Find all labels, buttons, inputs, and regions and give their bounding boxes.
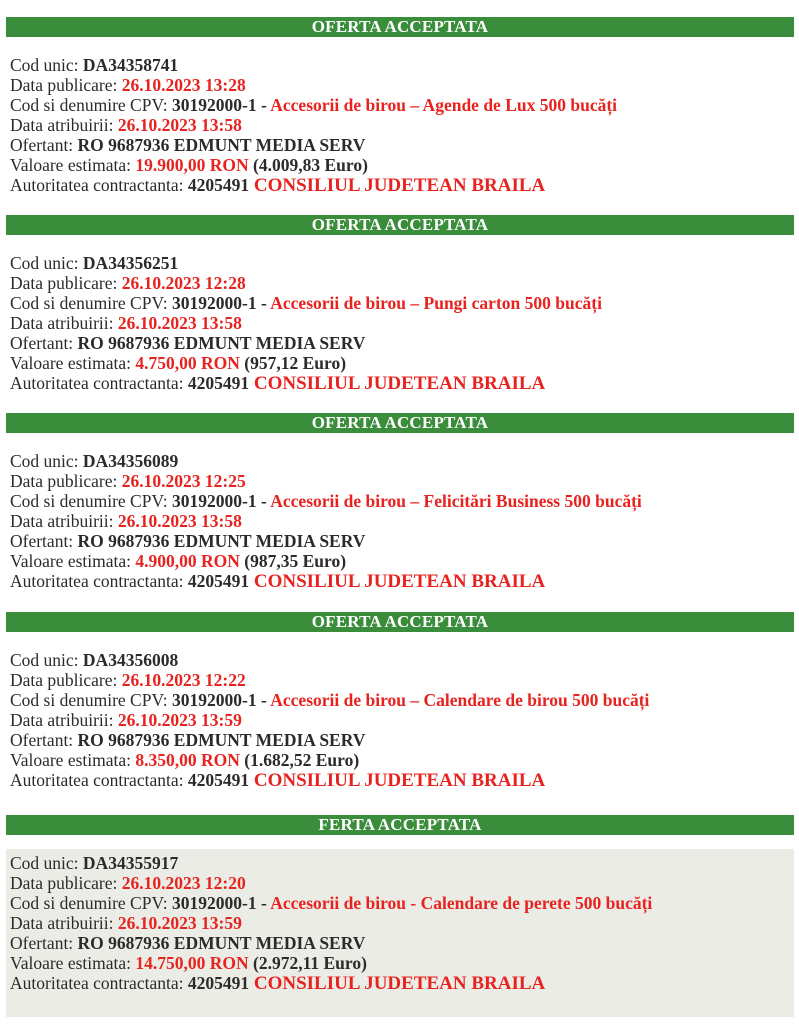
offer-header: OFERTA ACCEPTATA: [6, 17, 794, 37]
cpv-label: Cod si denumire CPV:: [10, 893, 173, 913]
cpv-line: [10, 690, 649, 710]
data-publicare-line: [10, 670, 246, 690]
autoritate-label: Autoritatea contractanta:: [10, 571, 188, 591]
autoritate-code: 4205491: [187, 770, 250, 790]
cpv-code: 30192000-1: [172, 95, 257, 115]
data-publicare-label: Data publicare:: [10, 471, 122, 491]
autoritate-line: [10, 973, 545, 994]
valoare-ron: 4.750,00 RON: [135, 353, 240, 373]
data-publicare-value: 26.10.2023 12:20: [121, 873, 246, 893]
ofertant-label: Ofertant:: [10, 933, 78, 953]
ofertant-line: [10, 933, 365, 953]
ofertant-label: Ofertant:: [10, 531, 78, 551]
ofertant-line: [10, 730, 365, 750]
valoare-line: [10, 953, 367, 973]
offer-block: [6, 37, 794, 215]
valoare-ron: 8.350,00 RON: [135, 750, 240, 770]
data-atribuirii-value: 26.10.2023 13:59: [117, 710, 242, 730]
cpv-line: [10, 491, 642, 511]
data-publicare-label: Data publicare:: [10, 75, 122, 95]
data-atribuirii-line: [10, 913, 242, 933]
valoare-euro: (957,12 Euro): [239, 353, 347, 373]
data-atribuirii-label: Data atribuirii:: [10, 511, 118, 531]
autoritate-label: Autoritatea contractanta:: [10, 973, 188, 993]
autoritate-line: [10, 770, 545, 791]
data-publicare-value: 26.10.2023 12:28: [121, 273, 246, 293]
valoare-euro: (4.009,83 Euro): [248, 155, 368, 175]
cod-unic-line: [10, 253, 178, 273]
data-atribuirii-line: [10, 313, 242, 333]
offer-header: FERTA ACCEPTATA: [6, 815, 794, 835]
data-publicare-line: [10, 75, 246, 95]
cpv-separator: -: [256, 690, 271, 710]
cod-unic-label: Cod unic:: [10, 650, 83, 670]
cod-unic-label: Cod unic:: [10, 253, 83, 273]
cpv-line: [10, 893, 652, 913]
cod-unic-value: DA34356089: [82, 451, 179, 471]
ofertant-value: RO 9687936 EDMUNT MEDIA SERV: [77, 933, 366, 953]
autoritate-code: 4205491: [187, 175, 250, 195]
cod-unic-label: Cod unic:: [10, 853, 83, 873]
data-publicare-value: 26.10.2023 12:22: [121, 670, 246, 690]
cod-unic-value: DA34356251: [82, 253, 179, 273]
cpv-name: Accesorii de birou – Pungi carton 500 bucăți: [270, 293, 602, 313]
ofertant-label: Ofertant:: [10, 135, 78, 155]
cod-unic-line: [10, 55, 178, 75]
cod-unic-value: DA34356008: [82, 650, 179, 670]
autoritate-label: Autoritatea contractanta:: [10, 175, 188, 195]
valoare-euro: (2.972,11 Euro): [248, 953, 367, 973]
cpv-label: Cod si denumire CPV:: [10, 690, 173, 710]
cod-unic-line: [10, 650, 178, 670]
data-publicare-label: Data publicare:: [10, 273, 122, 293]
valoare-line: [10, 155, 368, 175]
data-atribuirii-value: 26.10.2023 13:58: [117, 511, 242, 531]
cpv-separator: -: [256, 95, 271, 115]
offer-block: [6, 849, 794, 1017]
ofertant-value: RO 9687936 EDMUNT MEDIA SERV: [77, 135, 366, 155]
data-atribuirii-line: [10, 511, 242, 531]
valoare-ron: 19.900,00 RON: [135, 155, 249, 175]
autoritate-name: CONSILIUL JUDETEAN BRAILA: [249, 373, 546, 394]
autoritate-line: [10, 175, 545, 196]
cpv-line: [10, 95, 617, 115]
valoare-line: [10, 551, 346, 571]
autoritate-code: 4205491: [187, 973, 250, 993]
ofertant-value: RO 9687936 EDMUNT MEDIA SERV: [77, 333, 366, 353]
cod-unic-label: Cod unic:: [10, 55, 83, 75]
ofertant-label: Ofertant:: [10, 730, 78, 750]
cpv-name: Accesorii de birou – Agende de Lux 500 bucăți: [270, 95, 618, 115]
cod-unic-value: DA34358741: [82, 55, 179, 75]
autoritate-line: [10, 373, 545, 394]
autoritate-label: Autoritatea contractanta:: [10, 373, 188, 393]
autoritate-name: CONSILIUL JUDETEAN BRAILA: [249, 571, 546, 592]
cpv-name: Accesorii de birou – Calendare de birou 500 bucăți: [270, 690, 650, 710]
data-publicare-value: 26.10.2023 12:25: [121, 471, 246, 491]
data-atribuirii-line: [10, 710, 242, 730]
cpv-label: Cod si denumire CPV:: [10, 95, 173, 115]
cpv-code: 30192000-1: [172, 491, 257, 511]
data-publicare-line: [10, 471, 246, 491]
ofertant-line: [10, 333, 365, 353]
ofertant-value: RO 9687936 EDMUNT MEDIA SERV: [77, 730, 366, 750]
data-publicare-line: [10, 273, 246, 293]
cpv-code: 30192000-1: [172, 893, 257, 913]
autoritate-name: CONSILIUL JUDETEAN BRAILA: [249, 973, 546, 994]
cpv-name: Accesorii de birou - Calendare de perete 500 bucăți: [270, 893, 653, 913]
autoritate-name: CONSILIUL JUDETEAN BRAILA: [249, 770, 546, 791]
ofertant-label: Ofertant:: [10, 333, 78, 353]
data-atribuirii-label: Data atribuirii:: [10, 115, 118, 135]
valoare-euro: (1.682,52 Euro): [239, 750, 360, 770]
valoare-line: [10, 750, 359, 770]
cod-unic-label: Cod unic:: [10, 451, 83, 471]
offer-header: OFERTA ACCEPTATA: [6, 413, 794, 433]
ofertant-line: [10, 531, 365, 551]
cpv-code: 30192000-1: [172, 293, 257, 313]
data-atribuirii-label: Data atribuirii:: [10, 913, 118, 933]
autoritate-code: 4205491: [187, 571, 250, 591]
autoritate-name: CONSILIUL JUDETEAN BRAILA: [249, 175, 546, 196]
data-atribuirii-value: 26.10.2023 13:58: [117, 115, 242, 135]
valoare-label: Valoare estimata:: [10, 953, 136, 973]
cod-unic-line: [10, 451, 178, 471]
data-publicare-line: [10, 873, 246, 893]
cpv-code: 30192000-1: [172, 690, 257, 710]
cpv-separator: -: [256, 293, 271, 313]
data-publicare-value: 26.10.2023 13:28: [121, 75, 246, 95]
cpv-name: Accesorii de birou – Felicitări Business 500 bucăți: [270, 491, 642, 511]
autoritate-label: Autoritatea contractanta:: [10, 770, 188, 790]
cpv-separator: -: [256, 491, 271, 511]
cpv-line: [10, 293, 602, 313]
data-publicare-label: Data publicare:: [10, 873, 122, 893]
cpv-label: Cod si denumire CPV:: [10, 293, 173, 313]
data-atribuirii-label: Data atribuirii:: [10, 313, 118, 333]
valoare-label: Valoare estimata:: [10, 750, 136, 770]
ofertant-value: RO 9687936 EDMUNT MEDIA SERV: [77, 531, 366, 551]
data-atribuirii-value: 26.10.2023 13:59: [117, 913, 242, 933]
offer-block: [6, 632, 794, 810]
autoritate-line: [10, 571, 545, 592]
offer-header: OFERTA ACCEPTATA: [6, 215, 794, 235]
valoare-label: Valoare estimata:: [10, 353, 136, 373]
data-publicare-label: Data publicare:: [10, 670, 122, 690]
cod-unic-value: DA34355917: [82, 853, 179, 873]
cod-unic-line: [10, 853, 178, 873]
cpv-label: Cod si denumire CPV:: [10, 491, 173, 511]
offer-header: OFERTA ACCEPTATA: [6, 612, 794, 632]
autoritate-code: 4205491: [187, 373, 250, 393]
valoare-label: Valoare estimata:: [10, 551, 136, 571]
data-atribuirii-value: 26.10.2023 13:58: [117, 313, 242, 333]
offer-block: [6, 433, 794, 611]
cpv-separator: -: [256, 893, 271, 913]
data-atribuirii-label: Data atribuirii:: [10, 710, 118, 730]
ofertant-line: [10, 135, 365, 155]
valoare-label: Valoare estimata:: [10, 155, 136, 175]
offer-block: [6, 235, 794, 413]
valoare-line: [10, 353, 346, 373]
data-atribuirii-line: [10, 115, 242, 135]
valoare-ron: 4.900,00 RON: [135, 551, 240, 571]
valoare-euro: (987,35 Euro): [239, 551, 347, 571]
valoare-ron: 14.750,00 RON: [135, 953, 249, 973]
